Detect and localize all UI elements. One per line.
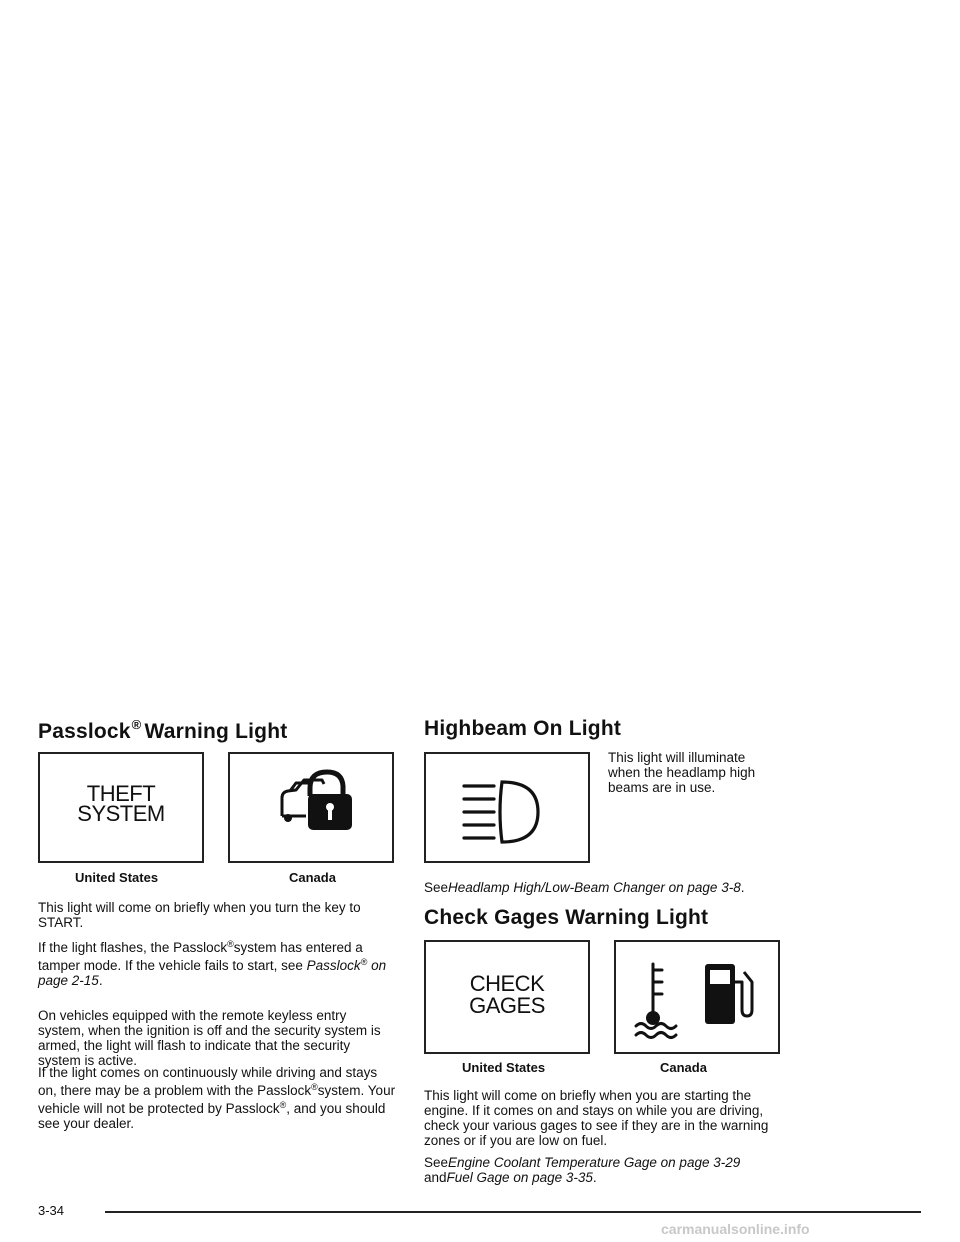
highbeam-description: This light will illuminate when the headlamp high beams are in use. — [608, 750, 756, 795]
check-gages-heading: Check Gages Warning Light — [424, 906, 709, 929]
security-indicator-canada — [228, 752, 394, 863]
caption-canada-passlock: Canada — [289, 870, 336, 885]
coolant-fuel-icon — [616, 942, 778, 1052]
fuel-gage-link[interactable]: Fuel Gage on page 3-35 — [446, 1170, 593, 1185]
check-line2: GAGES — [469, 993, 545, 1018]
passlock-heading-reg: ® — [131, 717, 142, 732]
coolant-gage-link[interactable]: Engine Coolant Temperature Gage on page 3-29 — [448, 1155, 741, 1170]
caption-canada-gages: Canada — [660, 1060, 707, 1075]
passlock-paragraph-1: This light will come on briefly when you turn the key to START. — [38, 900, 361, 930]
passlock-heading — [38, 717, 287, 744]
watermark: carmanualsonline.info — [661, 1221, 810, 1237]
p2-link-text2: on page 2-15 — [38, 958, 387, 988]
p4-text-a: If the light comes on continuously while driving and stays on, there may be a problem with the Passlock — [38, 1065, 378, 1098]
passlock-paragraph-3: On vehicles equipped with the remote keyless entry system, when the ignition is off and the security system is armed, the light will flash to indicate that the security system is active. — [38, 1008, 381, 1068]
headlamp-changer-link[interactable]: Headlamp High/Low-Beam Changer on page 3-8 — [448, 880, 741, 895]
footer-rule — [105, 1211, 921, 1213]
p4-text-c: , and you should see your dealer. — [38, 1101, 386, 1131]
theft-line1: THEFT — [86, 781, 156, 806]
highbeam-see-also — [424, 880, 844, 895]
p2-text-a: If the light flashes, the Passlock — [38, 940, 228, 955]
gages-indicator-canada — [614, 940, 780, 1054]
caption-us-gages: United States — [462, 1060, 546, 1075]
passlock-heading-prefix: Passlock — [38, 720, 131, 743]
gages-see-also — [424, 1155, 784, 1185]
p4-reg1: ® — [311, 1082, 318, 1092]
p2-end: . — [98, 973, 103, 988]
p2-link-text: Passlock — [306, 958, 361, 973]
check-line1: CHECK — [469, 971, 545, 996]
p2-reg: ® — [227, 939, 234, 949]
theft-system-label — [40, 781, 202, 826]
gages-and: and — [424, 1170, 447, 1185]
check-gages-indicator-us — [424, 940, 590, 1054]
highbeam-end: . — [740, 880, 745, 895]
car-lock-icon — [230, 754, 392, 861]
p4-text-b: system. Your vehicle will not be protected by Passlock — [38, 1083, 396, 1116]
passlock-paragraph-4 — [38, 1065, 396, 1131]
check-gages-label — [426, 973, 588, 1017]
passlock-paragraph-2 — [38, 937, 394, 988]
p2-link-reg: ® — [360, 957, 368, 967]
gages-paragraph-1: This light will come on briefly when you are starting the engine. If it comes on and stays on while you are driving, check your various gages to see if they are in the warning zones or if you are low on fuel. — [424, 1088, 769, 1148]
headlamp-high-beam-icon — [426, 754, 588, 861]
highbeam-see: See — [424, 880, 449, 895]
passlock-heading-suffix: Warning Light — [144, 720, 288, 743]
theft-system-indicator-us — [38, 752, 204, 863]
highbeam-indicator — [424, 752, 590, 863]
gages-end: . — [592, 1170, 597, 1185]
caption-us-passlock: United States — [75, 870, 159, 885]
highbeam-heading: Highbeam On Light — [424, 717, 622, 740]
p2-text-b: system has entered a tamper mode. If the vehicle fails to start, see — [38, 940, 363, 973]
gages-see: See — [424, 1155, 449, 1170]
p4-reg2: ® — [279, 1100, 287, 1110]
page-number: 3-34 — [38, 1203, 65, 1218]
theft-line2: SYSTEM — [77, 801, 165, 826]
